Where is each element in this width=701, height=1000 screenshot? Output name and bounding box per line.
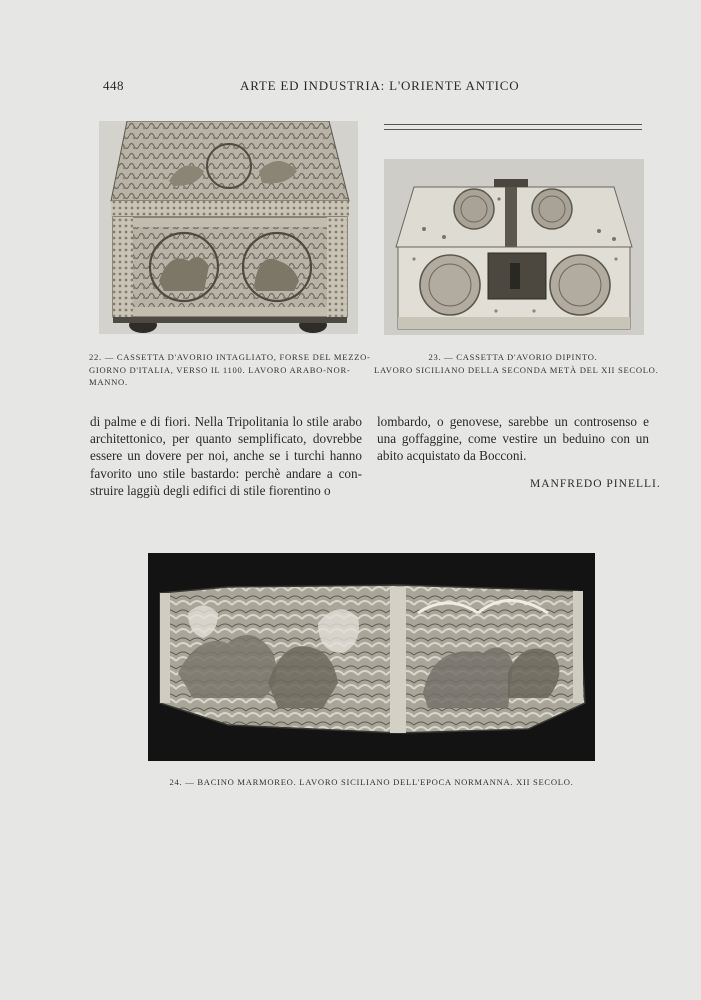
- text-line: abito acquistato da Bocconi.: [377, 448, 527, 464]
- figure-24-caption: [148, 776, 595, 789]
- figure-22-photo: [99, 121, 358, 334]
- decorative-rule-bottom: [384, 129, 642, 130]
- text-line: lombardo, o genovese, sarebbe un controsenso e: [377, 414, 649, 429]
- caption-line: GIORNO D'ITALIA, VERSO IL 1100. LAVORO ARABO-NOR-: [89, 364, 351, 375]
- text-line: di palme e di fiori. Nella Tripolitania lo stile arabo: [90, 414, 362, 429]
- caption-line: LAVORO SICILIANO DELLA SECONDA METÀ DEL XII SECOLO.: [374, 364, 659, 375]
- author-signature: MANFREDO PINELLI.: [530, 478, 661, 490]
- page-number: 448: [103, 78, 124, 93]
- text-line: una goffaggine, come vestire un beduino con un: [377, 431, 649, 447]
- caption-line: 22. — CASSETTA D'AVORIO INTAGLIATO, FORSE DEL MEZZO-: [89, 352, 371, 362]
- caption-line: 24. — BACINO MARMOREO. LAVORO SICILIANO DELL'EPOCA NORMANNA. XII SECOLO.: [169, 777, 574, 787]
- running-title: ARTE ED INDUSTRIA: L'ORIENTE ANTICO: [240, 78, 520, 93]
- figure-23-caption: [374, 351, 659, 376]
- text-line: essere un dovere per noi, anche se i turchi hanno: [90, 448, 362, 464]
- text-line: favorito uno stile bastardo: perchè andare a con-: [90, 465, 362, 481]
- figure-22-caption: [89, 351, 371, 389]
- body-left-column: [90, 413, 362, 499]
- text-line: struire laggiù degli edifici di stile fiorentino o: [90, 482, 331, 498]
- text-line: architettonico, per quanto semplificato, dovrebbe: [90, 431, 362, 447]
- decorative-rule-top: [384, 124, 642, 125]
- figure-23-photo: [384, 159, 644, 335]
- caption-line: MANNO.: [89, 377, 128, 387]
- figure-24-photo: [148, 553, 595, 761]
- caption-line: 23. — CASSETTA D'AVORIO DIPINTO.: [428, 352, 598, 362]
- body-right-column: [377, 413, 649, 465]
